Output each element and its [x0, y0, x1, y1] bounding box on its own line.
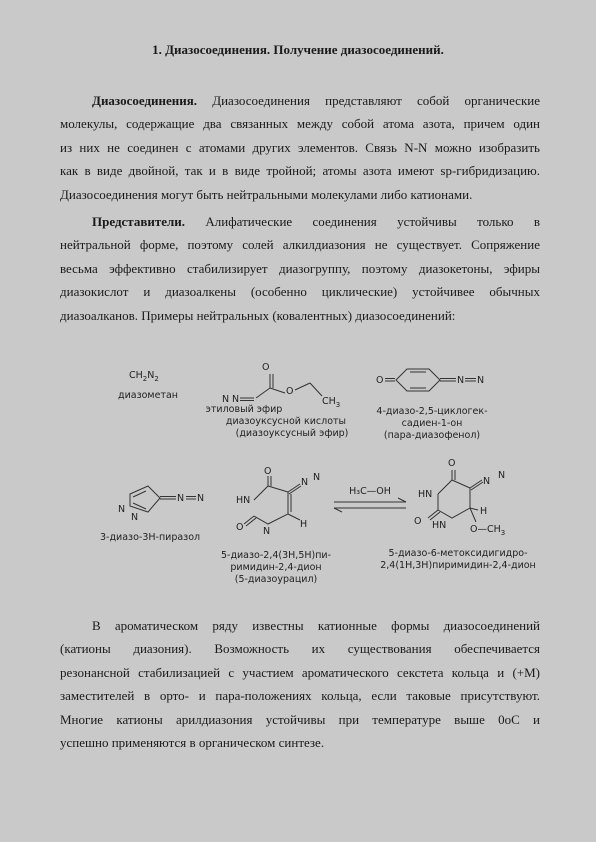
text-line: нейтральной форме, поэтому солей алкилдиазония не существует. Сопряжение	[60, 237, 540, 253]
atom-label: HN	[236, 495, 251, 506]
text-line: заместителей в орто- и пара-положениях кольца, если таковые присутствуют.	[60, 688, 540, 704]
atom-label: N	[263, 526, 271, 537]
atom-label: O	[264, 466, 272, 477]
atom-label: O	[414, 516, 422, 527]
text-line: (катионы диазония). Возможность их существования обеспечивается	[60, 641, 540, 657]
atom-label: H	[300, 519, 308, 530]
product-label-2: 2,4(1Н,3Н)пиримидин-2,4-дион	[380, 560, 536, 571]
atom-label: O	[376, 375, 384, 386]
diazomethane-label: диазометан	[118, 390, 179, 401]
atom-label: O	[448, 458, 456, 469]
atom-label: N	[222, 394, 230, 405]
atom-label: HN	[418, 489, 433, 500]
text-line: резонансной стабилизацией с участием ароматического секстета кольца и (+M)	[60, 664, 540, 680]
pyrazole-label: 3-диазо-3Н-пиразол	[100, 532, 201, 543]
atom-label: H	[480, 506, 488, 517]
text-line: молекулы, содержащие два связанных между собой атома азота, причем один	[60, 116, 540, 132]
text-line: успешно применяются в органическом синтезе.	[60, 735, 325, 751]
text-line: весьма эффективно стабилизирует диазогруппу, поэтому диазокетоны, эфиры	[60, 260, 540, 276]
atom-label: N	[498, 470, 506, 481]
ester-label-1: этиловый эфир	[205, 404, 283, 415]
atom-label: N	[131, 512, 139, 523]
atom-label: N	[313, 472, 321, 483]
text-span: Алифатические соединения устойчивы только в	[185, 214, 540, 229]
text-line: Многие катионы арилдиазония устойчивы при температуре выше 0оС и	[60, 711, 540, 727]
diazomethane-formula: $CH_2N_2$	[129, 370, 159, 383]
atom-label: N	[483, 476, 491, 487]
atom-label: N	[177, 493, 185, 504]
atom-label: N	[197, 493, 205, 504]
product-label-1: 5-диазо-6-метоксидигидро-	[388, 548, 528, 559]
text-line: Диазосоединения могут быть нейтральными молекулами либо катионами.	[60, 186, 473, 202]
text-span: Диазосоединения представляют собой органические	[197, 93, 540, 108]
atom-label: $CH_3$	[322, 396, 341, 409]
text-line: как в виде двойной, так и в виде тройной; атомы азота имеют sp-гибридизацию.	[60, 163, 540, 179]
atom-label: HN	[432, 520, 447, 531]
lead-term: Представители.	[92, 214, 186, 229]
text-line: В ароматическом ряду известны катионные формы диазосоединений	[92, 618, 540, 633]
ester-label-3: (диазоуксусный эфир)	[235, 428, 349, 439]
section-title: 1. Диазосоединения. Получение диазосоединений.	[152, 42, 444, 57]
atom-label: N	[301, 477, 309, 488]
text-line: диазокислот и диазоалкены (особенно циклические) устойчивее обычных	[60, 284, 540, 300]
uracil-label-1: 5-диазо-2,4(3Н,5Н)пи-	[220, 550, 332, 561]
uracil-label-3: (5-диазоурацил)	[234, 574, 318, 585]
atom-label: $O—CH_3$	[470, 524, 506, 537]
atom-label: O	[286, 386, 294, 397]
diazophenol-label-3: (пара-диазофенол)	[383, 430, 481, 441]
atom-label: N	[232, 394, 240, 405]
uracil-label-2: римидин-2,4-дион	[230, 562, 322, 573]
text-line: из них не соединен с атомами других элементов. Связь N-N можно изобразить	[60, 139, 540, 155]
lead-term: Диазосоединения.	[92, 93, 198, 108]
paragraph-aromatic	[60, 614, 540, 754]
atom-label: N	[477, 375, 485, 386]
atom-label: N	[457, 375, 465, 386]
ester-label-2: диазоуксусной кислоты	[225, 416, 347, 427]
diazophenol-label-1: 4-диазо-2,5-циклогек-	[376, 406, 488, 417]
atom-label: O	[262, 362, 270, 373]
atom-label: N	[118, 504, 126, 515]
diazophenol-label-2: садиен-1-он	[401, 418, 463, 429]
reagent-label: H₃C—OH	[349, 486, 391, 497]
text-line: диазоалканов. Примеры нейтральных (ковалентных) диазосоединений:	[60, 307, 456, 323]
atom-label: O	[236, 522, 244, 533]
